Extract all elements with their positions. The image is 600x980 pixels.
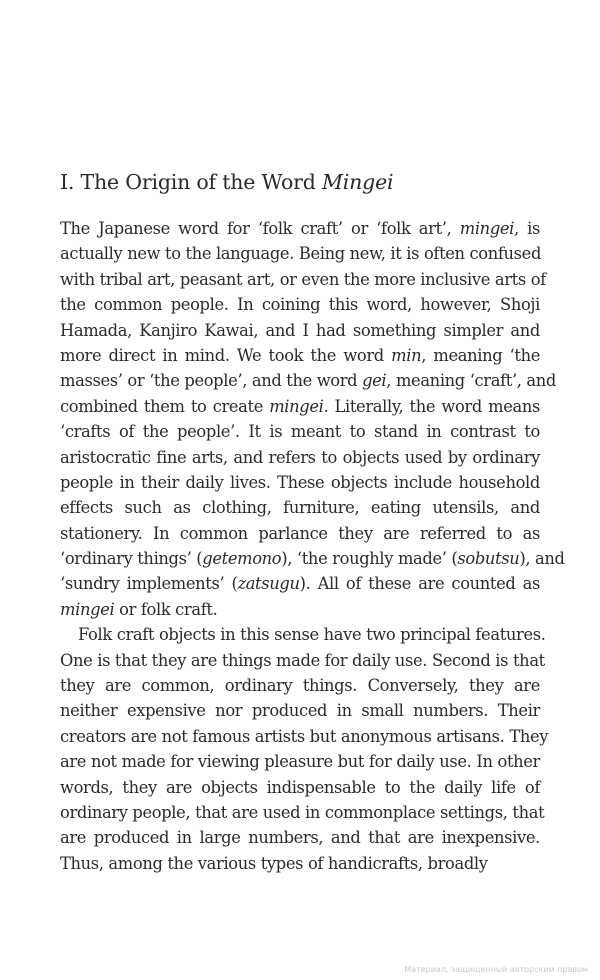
italic-term: gei xyxy=(362,371,387,391)
heading-text: I. The Origin of the Word xyxy=(60,170,323,194)
text-run: words, they are objects indispensable to the daily life of xyxy=(60,777,540,797)
text-line xyxy=(60,673,540,698)
text-line xyxy=(60,851,540,876)
text-line xyxy=(60,495,540,520)
text-run: aristocratic fine arts, and refers to objects used by ordinary xyxy=(60,447,540,467)
text-line xyxy=(60,216,540,241)
copyright-watermark: Материал, защищенный авторским правом xyxy=(404,965,588,974)
text-run: effects such as clothing, furniture, eating utensils, and xyxy=(60,498,540,518)
text-run: . Literally, the word means xyxy=(323,396,540,416)
italic-term: mingei xyxy=(459,219,515,238)
text-line xyxy=(60,343,540,368)
paragraph-1 xyxy=(60,216,565,622)
text-run: stationery. In common parlance they are referred to as xyxy=(60,523,540,543)
text-run: creators are not famous artists but anonymous artisans. They xyxy=(60,726,549,746)
text-run: are produced in large numbers, and that are inexpensive. xyxy=(60,828,540,848)
text-line xyxy=(60,597,540,622)
text-line xyxy=(60,368,556,393)
text-line xyxy=(60,775,540,800)
text-run: actually new to the language. Being new, it is often confused xyxy=(60,244,542,264)
text-line xyxy=(60,419,540,444)
text-run: ). All of these are counted as xyxy=(299,574,540,594)
text-line xyxy=(60,241,540,266)
text-run: combined them to create xyxy=(60,396,270,416)
italic-term: zatsugu xyxy=(237,574,300,594)
text-line xyxy=(60,749,540,774)
paragraph-2 xyxy=(60,622,549,876)
text-run: ‘sundry implements’ ( xyxy=(60,574,238,594)
text-run: neither expensive nor produced in small numbers. Their xyxy=(60,701,540,721)
italic-term: getemono xyxy=(202,549,282,569)
body-text xyxy=(60,216,565,876)
text-run: ), and xyxy=(519,549,565,569)
text-line xyxy=(60,267,546,292)
text-line xyxy=(60,800,545,825)
italic-term: mingei xyxy=(60,599,115,619)
text-line xyxy=(60,470,540,495)
text-run: , meaning ‘the xyxy=(421,345,540,365)
text-line xyxy=(60,445,540,470)
text-run: ordinary people, that are used in commonplace settings, that xyxy=(60,802,545,822)
text-run: people in their daily lives. These objects include household xyxy=(60,472,540,492)
text-run: with tribal art, peasant art, or even the more inclusive arts of xyxy=(60,269,546,289)
text-run: ‘crafts of the people’. It is meant to stand in contrast to xyxy=(60,422,540,442)
text-run: they are common, ordinary things. Conversely, they are xyxy=(60,676,540,696)
text-line xyxy=(60,318,540,343)
text-line xyxy=(60,622,546,647)
text-run: ‘ordinary things’ ( xyxy=(60,549,203,569)
text-run: Folk craft objects in this sense have two principal features. xyxy=(78,625,546,645)
text-line xyxy=(60,825,540,850)
text-line xyxy=(60,571,540,596)
text-line xyxy=(60,546,565,571)
text-run: , is xyxy=(514,219,541,238)
italic-term: mingei xyxy=(269,396,324,416)
chapter-heading xyxy=(60,168,393,196)
italic-term: sobutsu xyxy=(457,549,520,569)
text-run: are not made for viewing pleasure but for daily use. In other xyxy=(60,752,540,772)
heading-italic-word: Mingei xyxy=(322,170,394,194)
text-run: , meaning ‘craft’, and xyxy=(386,371,556,391)
text-line xyxy=(60,724,549,749)
text-run: or folk craft. xyxy=(114,599,218,619)
text-run: Hamada, Kanjiro Kawai, and I had something simpler and xyxy=(60,320,540,340)
text-run: more direct in mind. We took the word xyxy=(60,345,392,365)
text-run: the common people. In coining this word, however, Shoji xyxy=(60,295,540,315)
text-run: ), ‘the roughly made’ ( xyxy=(281,549,458,569)
text-line xyxy=(60,521,540,546)
text-run: One is that they are things made for daily use. Second is that xyxy=(60,650,545,670)
text-line xyxy=(60,394,540,419)
text-run: Thus, among the various types of handicrafts, broadly xyxy=(60,853,488,873)
italic-term: min xyxy=(391,345,422,365)
text-run: The Japanese word for ‘folk craft’ or ‘folk art’, xyxy=(60,219,460,238)
text-line xyxy=(60,292,540,317)
text-run: masses’ or ‘the people’, and the word xyxy=(60,371,363,391)
text-line xyxy=(60,648,545,673)
text-line xyxy=(60,698,540,723)
